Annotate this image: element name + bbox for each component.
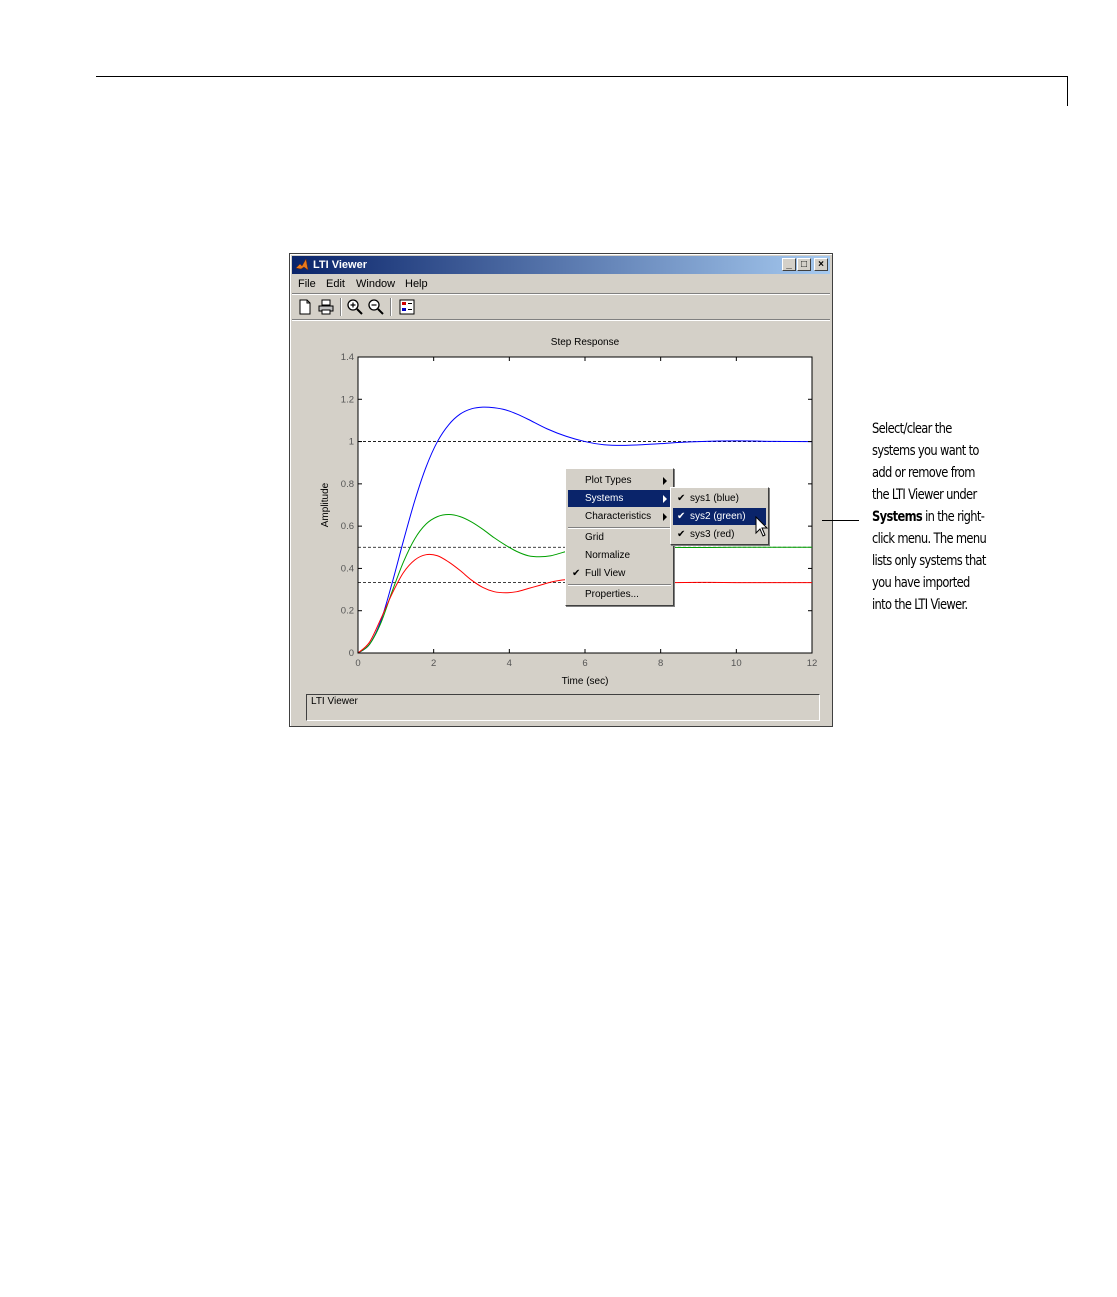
menu-item-label: sys2 (green): [690, 511, 746, 522]
checkmark-icon: ✔: [677, 529, 686, 540]
mouse-cursor-icon: [755, 516, 769, 538]
submenu-arrow-icon: [663, 513, 667, 521]
menu-item-grid[interactable]: [568, 529, 671, 546]
status-panel: [306, 694, 820, 721]
menu-file[interactable]: File: [298, 278, 316, 290]
menu-item-label: Characteristics: [585, 511, 652, 522]
minimize-button[interactable]: _: [782, 258, 796, 271]
x-tick-label: 4: [506, 658, 512, 669]
page-header-tick: [1067, 76, 1068, 106]
menu-item-full-view[interactable]: [568, 565, 671, 582]
menu-item-plot-types[interactable]: [568, 472, 671, 489]
step-response-chart[interactable]: [289, 253, 833, 693]
y-tick-label: 1.2: [340, 394, 354, 406]
y-tick-label: 1: [348, 436, 354, 448]
caption-text: in the right-click menu. The menu lists only systems that you have imported into the LTI Viewer.: [872, 509, 987, 613]
y-tick-label: 0.2: [340, 605, 354, 617]
maximize-button[interactable]: □: [797, 258, 811, 271]
menu-edit[interactable]: Edit: [326, 278, 345, 290]
x-tick-label: 10: [731, 658, 742, 669]
caption-bold-term: Systems: [872, 509, 923, 525]
menu-item-label: Plot Types: [585, 475, 632, 486]
submenu-item-sys2[interactable]: [673, 508, 766, 525]
menu-item-characteristics[interactable]: [568, 508, 671, 525]
window-title: LTI Viewer: [313, 259, 368, 271]
close-button[interactable]: ×: [814, 258, 828, 271]
menu-window[interactable]: Window: [356, 278, 396, 290]
submenu-arrow-icon: [663, 495, 667, 503]
menu-item-normalize[interactable]: [568, 547, 671, 564]
menu-item-label: Full View: [585, 568, 626, 579]
menu-item-label: Systems: [585, 493, 624, 504]
y-tick-label: 0.4: [340, 563, 354, 575]
menu-item-label: Properties...: [585, 589, 639, 600]
checkmark-icon: ✔: [572, 568, 581, 579]
x-tick-label: 0: [355, 658, 361, 669]
menu-item-properties[interactable]: [568, 586, 671, 603]
y-tick-label: 0.8: [340, 478, 354, 490]
y-axis-label: Amplitude: [320, 482, 331, 528]
submenu-item-sys3[interactable]: [673, 526, 766, 543]
y-tick-label: 0: [348, 648, 354, 659]
y-tick-label: 1.4: [340, 352, 354, 363]
x-tick-label: 12: [806, 658, 818, 669]
menu-help[interactable]: Help: [405, 278, 428, 290]
menu-item-label: sys3 (red): [690, 529, 735, 540]
figure-caption: [872, 418, 991, 616]
menu-item-label: sys1 (blue): [690, 493, 739, 504]
x-tick-label: 8: [658, 658, 664, 669]
status-text: LTI Viewer: [311, 696, 358, 707]
chart-title: Step Response: [550, 337, 620, 348]
menu-item-systems[interactable]: [568, 490, 671, 507]
x-tick-label: 2: [431, 658, 437, 669]
checkmark-icon: ✔: [677, 493, 686, 504]
caption-text: Select/clear the systems you want to add or remove from the LTI Viewer under: [872, 421, 979, 503]
checkmark-icon: ✔: [677, 511, 686, 522]
callout-line: [822, 520, 859, 521]
submenu-arrow-icon: [663, 477, 667, 485]
submenu-item-sys1[interactable]: [673, 490, 766, 507]
x-tick-label: 6: [582, 658, 588, 669]
plot-context-menu: [565, 468, 674, 606]
x-axis-label: Time (sec): [561, 676, 609, 687]
menu-item-label: Grid: [585, 532, 604, 543]
menu-item-label: Normalize: [585, 550, 631, 561]
page-header-rule: [96, 76, 1068, 77]
y-tick-label: 0.6: [340, 521, 354, 533]
